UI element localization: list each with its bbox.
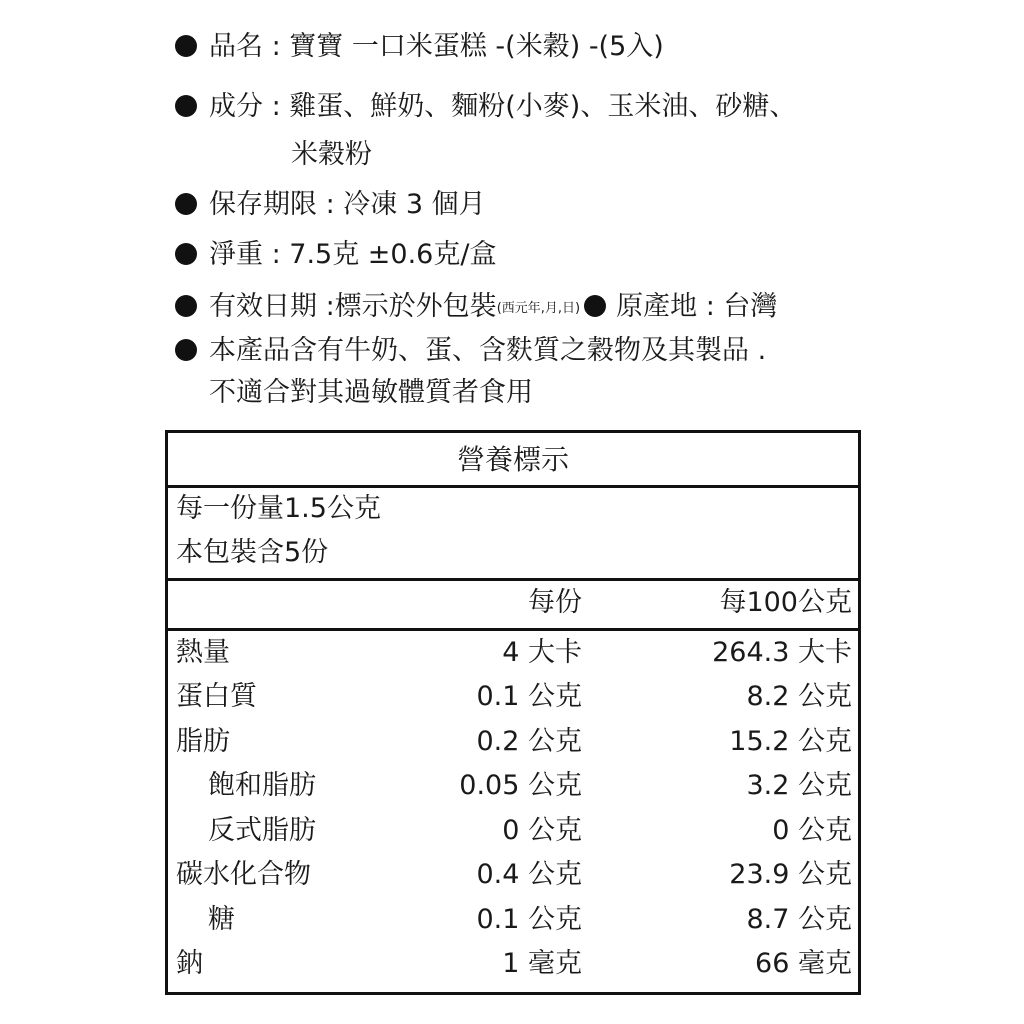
nutrient-per-100g: 0 公克 <box>772 815 852 846</box>
bullet-icon <box>175 35 197 57</box>
nutrient-per-100g: 23.9 公克 <box>729 859 852 890</box>
shelf-life-text: 保存期限 : 冷凍 3 個月 <box>209 189 486 220</box>
nutrient-row <box>168 722 858 766</box>
nutrition-table <box>165 430 861 995</box>
nutrient-per-serving: 4 大卡 <box>502 637 582 668</box>
nutrient-name: 碳水化合物 <box>176 859 311 890</box>
nutrient-per-100g: 8.2 公克 <box>746 681 852 712</box>
nutrient-per-100g: 264.3 大卡 <box>712 637 852 668</box>
nutrient-row <box>168 766 858 810</box>
nutrient-per-serving: 0.2 公克 <box>476 726 582 757</box>
expiry-note: (西元年,月,日) <box>496 301 581 316</box>
col-header-per-100g: 每100公克 <box>719 587 852 618</box>
nutrient-row <box>168 633 858 677</box>
nutrient-row <box>168 900 858 944</box>
nutrient-per-100g: 66 毫克 <box>755 948 852 979</box>
nutrient-row <box>168 677 858 721</box>
ingredients-line <box>175 90 796 124</box>
nutrient-per-serving: 0.1 公克 <box>476 681 582 712</box>
ingredients-continuation: 米穀粉 <box>291 139 372 170</box>
nutrient-name: 熱量 <box>176 637 230 668</box>
bullet-icon <box>175 243 197 265</box>
origin-text: 原產地 : 台灣 <box>616 291 778 322</box>
nutrition-title: 營養標示 <box>456 443 569 476</box>
nutrient-name: 飽和脂肪 <box>208 770 316 801</box>
bullet-icon <box>584 295 606 317</box>
nutrient-per-100g: 15.2 公克 <box>729 726 852 757</box>
nutrient-per-serving: 0.1 公克 <box>476 904 582 935</box>
nutrient-name: 反式脂肪 <box>208 815 316 846</box>
bullet-icon <box>175 339 197 361</box>
col-header-per-serving: 每份 <box>528 587 582 618</box>
bullet-icon <box>175 193 197 215</box>
servings-per-pack: 本包裝含5份 <box>176 537 329 568</box>
nutrient-name: 糖 <box>208 904 235 935</box>
nutrient-row <box>168 855 858 899</box>
bullet-icon <box>175 295 197 317</box>
nutrient-row <box>168 944 858 988</box>
allergen-line <box>175 334 766 368</box>
product-name-text: 品名 : 寶寶 一口米蛋糕 -(米穀) -(5入) <box>209 31 664 62</box>
expiry-origin-line <box>175 290 777 326</box>
nutrient-row <box>168 811 858 855</box>
divider <box>168 628 858 631</box>
net-weight-text: 淨重 : 7.5克 ±0.6克/盒 <box>209 239 497 270</box>
shelf-life-line <box>175 188 486 222</box>
nutrient-per-100g: 8.7 公克 <box>746 904 852 935</box>
ingredients-text: 成分 : 雞蛋、鮮奶、麵粉(小麥)、玉米油、砂糖、 <box>209 91 797 122</box>
divider <box>168 578 858 581</box>
bullet-icon <box>175 95 197 117</box>
nutrient-per-serving: 1 毫克 <box>502 948 582 979</box>
divider <box>168 485 858 488</box>
nutrient-name: 脂肪 <box>176 726 230 757</box>
nutrient-per-100g: 3.2 公克 <box>746 770 852 801</box>
expiry-text: 有效日期 :標示於外包裝 <box>209 291 497 322</box>
nutrient-per-serving: 0.4 公克 <box>476 859 582 890</box>
nutrient-per-serving: 0 公克 <box>502 815 582 846</box>
net-weight-line <box>175 238 496 272</box>
nutrient-name: 蛋白質 <box>176 681 257 712</box>
product-name-line <box>175 30 664 64</box>
nutrient-per-serving: 0.05 公克 <box>459 770 582 801</box>
serving-size: 每一份量1.5公克 <box>176 493 381 524</box>
allergen-continuation: 不適合對其過敏體質者食用 <box>209 377 533 408</box>
allergen-text: 本產品含有牛奶、蛋、含麩質之穀物及其製品 . <box>209 335 767 366</box>
nutrient-name: 鈉 <box>176 948 203 979</box>
